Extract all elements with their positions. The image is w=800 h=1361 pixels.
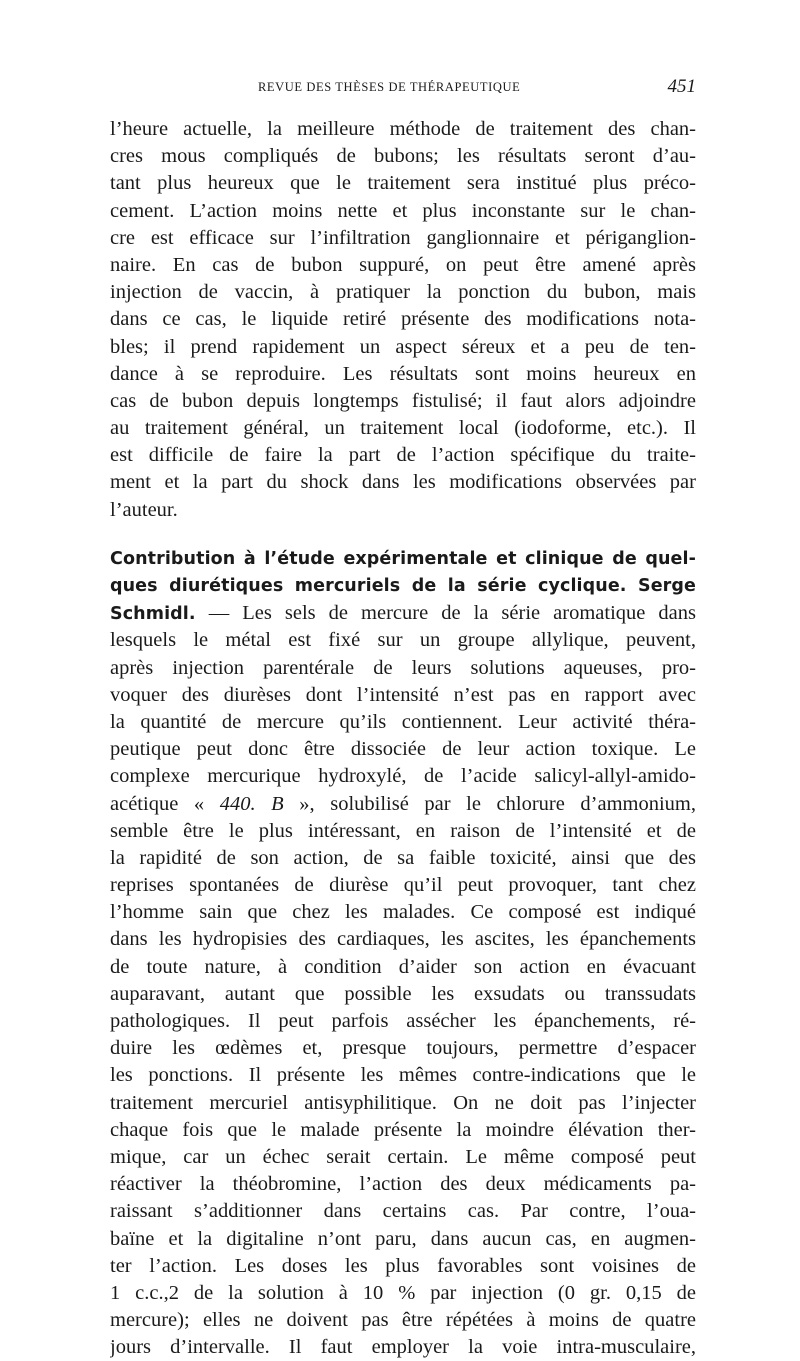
text-line: dance à se reproduire. Les résultats sont moins heureux en: [110, 362, 696, 385]
text-span: acétique «: [110, 792, 220, 815]
text-line: raissant s’additionner dans certains cas. Par contre, l’oua-: [110, 1200, 696, 1223]
text-line: duire les œdèmes et, presque toujours, permettre d’espacer: [110, 1037, 696, 1060]
text-line: [110, 791, 696, 818]
text-line: réactiver la théobromine, l’action des deux médicaments pa-: [110, 1173, 696, 1196]
compound-code: 440. B: [219, 792, 284, 815]
text-span: », solubilisé par le chlorure d’ammonium,: [283, 792, 696, 815]
text-line: cas de bubon depuis longtemps fistulisé; il faut alors adjoindre: [110, 389, 696, 412]
text-line: ment et la part du shock dans les modifications observées par: [110, 471, 696, 494]
text-line: l’heure actuelle, la meilleure méthode de traitement des chan-: [110, 118, 696, 140]
text-span: — Les sels de mercure de la série aromatique dans: [195, 602, 696, 625]
text-line: reprises spontanées de diurèse qu’il peut provoquer, tant chez: [110, 874, 696, 897]
body-text: [110, 116, 696, 1361]
text-line: dans les hydropisies des cardiaques, les ascites, les épanchements: [110, 928, 696, 951]
running-title: REVUE DES THÈSES DE THÉRAPEUTIQUE: [258, 80, 521, 94]
text-line: auparavant, autant que possible les exsudats ou transsudats: [110, 982, 696, 1005]
article-title-line: ques diurétiques mercuriels de la série cyclique. Serge: [110, 576, 696, 596]
text-line: de toute nature, à condition d’aider son action en évacuant: [110, 955, 696, 978]
text-line: la quantité de mercure qu’ils contiennent. Leur activité théra-: [110, 710, 696, 733]
text-line: naire. En cas de bubon suppuré, on peut être amené après: [110, 253, 696, 276]
text-line: jours d’intervalle. Il faut employer la voie intra-musculaire,: [110, 1336, 696, 1359]
text-line: mique, car un échec serait certain. Le même composé peut: [110, 1145, 696, 1168]
page-number: 451: [667, 76, 696, 97]
text-line: l’homme sain que chez les malades. Ce composé est indiqué: [110, 901, 696, 924]
paragraph-gap: [110, 524, 696, 546]
paragraph-1: [110, 116, 696, 524]
text-line: est difficile de faire la part de l’action spécifique du traite-: [110, 444, 696, 467]
paragraph-2: [110, 546, 696, 1361]
author-name: Schmidl.: [110, 604, 196, 625]
text-line: voquer des diurèses dont l’intensité n’est pas en rapport avec: [110, 683, 696, 706]
text-line: semble être le plus intéressant, en raison de l’intensité et de: [110, 819, 696, 842]
text-line: baïne et la digitaline n’ont paru, dans aucun cas, en augmen-: [110, 1227, 696, 1250]
text-line: cement. L’action moins nette et plus inconstante sur le chan-: [110, 199, 696, 222]
text-line: ter l’action. Les doses les plus favorables sont voisines de: [110, 1254, 696, 1277]
article-title-line: Contribution à l’étude expérimentale et clinique de quel-: [110, 548, 696, 569]
text-line: cres mous compliqués de bubons; les résultats seront d’au-: [110, 145, 696, 168]
text-line: 1 c.c.,2 de la solution à 10 % par injection (0 gr. 0,15 de: [110, 1281, 696, 1304]
text-line: chaque fois que le malade présente la moindre élévation ther-: [110, 1118, 696, 1141]
author-line: [110, 600, 696, 627]
text-line: complexe mercurique hydroxylé, de l’acide salicyl-allyl-amido-: [110, 765, 696, 788]
text-line: pathologiques. Il peut parfois assécher les épanchements, ré-: [110, 1010, 696, 1032]
text-line: dans ce cas, le liquide retiré présente des modifications nota-: [110, 308, 696, 331]
text-line: tant plus heureux que le traitement sera institué plus préco-: [110, 172, 696, 195]
text-line: cre est efficace sur l’infiltration ganglionnaire et périganglion-: [110, 226, 696, 249]
text-line: après injection parentérale de leurs solutions aqueuses, pro-: [110, 656, 696, 679]
text-line: mercure); elles ne doivent pas être répétées à moins de quatre: [110, 1309, 696, 1332]
text-line: la rapidité de son action, de sa faible toxicité, ainsi que des: [110, 846, 696, 869]
text-line: les ponctions. Il présente les mêmes contre-indications que le: [110, 1064, 696, 1087]
text-line: traitement mercuriel antisyphilitique. On ne doit pas l’injecter: [110, 1091, 696, 1114]
text-line: injection de vaccin, à pratiquer la ponction du bubon, mais: [110, 281, 696, 304]
text-line: lesquels le métal est fixé sur un groupe allylique, peuvent,: [110, 629, 696, 652]
text-line: au traitement général, un traitement local (iodoforme, etc.). Il: [110, 417, 696, 440]
text-line: bles; il prend rapidement un aspect séreux et a peu de ten-: [110, 335, 696, 358]
text-line: l’auteur.: [110, 498, 178, 521]
running-header: [110, 76, 696, 102]
text-line: peutique peut donc être dissociée de leur action toxique. Le: [110, 738, 696, 761]
